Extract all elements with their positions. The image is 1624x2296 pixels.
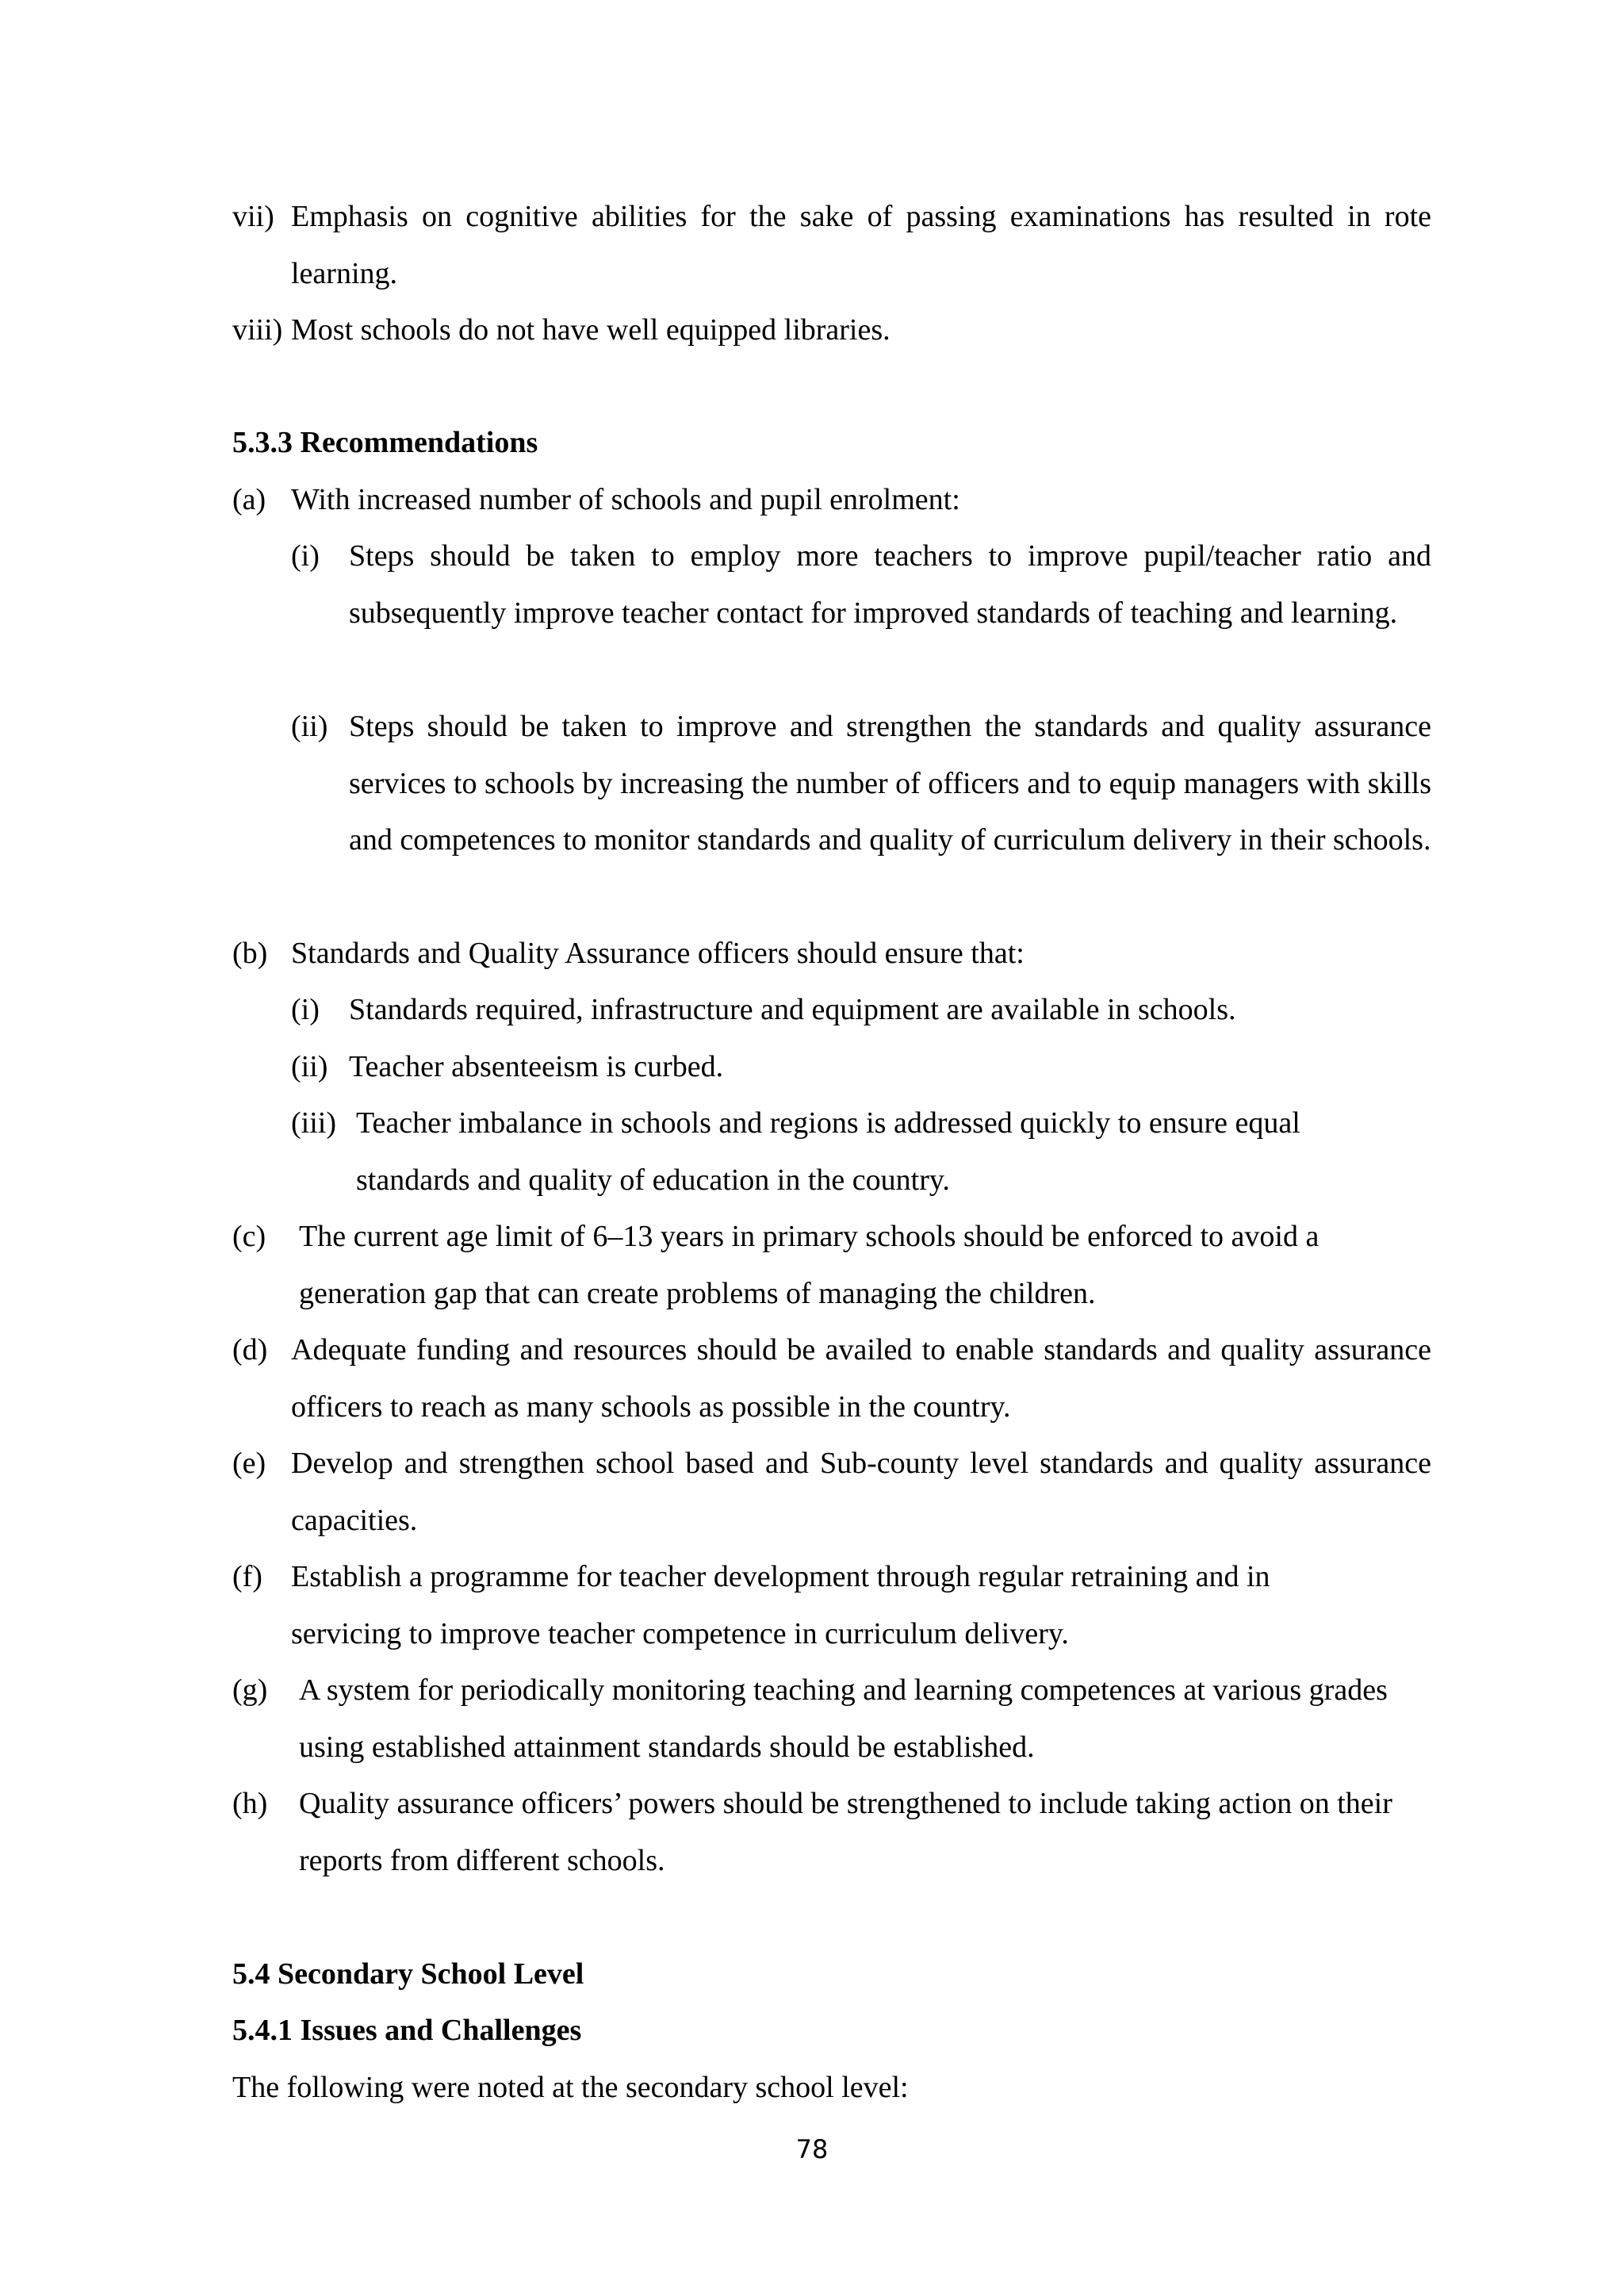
item-label: (ii) bbox=[291, 1050, 328, 1083]
item-label: (b) bbox=[232, 937, 268, 970]
rec-subitem-b-i bbox=[291, 982, 1431, 1039]
item-label: (ii) bbox=[291, 710, 328, 743]
item-label: (d) bbox=[232, 1333, 268, 1366]
item-label: (g) bbox=[232, 1673, 268, 1707]
section-heading-5-3-3: 5.3.3 Recommendations bbox=[232, 426, 538, 459]
list-item-viii bbox=[232, 302, 1431, 359]
item-label: vii) bbox=[232, 200, 274, 233]
rec-item-a bbox=[232, 472, 1431, 529]
rec-item-e bbox=[232, 1435, 1431, 1549]
rec-subitem-b-iii bbox=[291, 1095, 1393, 1209]
item-text: A system for periodically monitoring teaching and learning competences at various grades using established attainment standards should be established. bbox=[299, 1673, 1388, 1764]
item-text: Steps should be taken to improve and strengthen the standards and quality assurance services to schools by increasing the number of officers and to equip managers with skills and competences to monitor standards and quality of curriculum delivery in their schools. bbox=[349, 710, 1431, 857]
item-label: (f) bbox=[232, 1560, 262, 1593]
rec-item-c bbox=[232, 1209, 1431, 1322]
item-text: Most schools do not have well equipped libraries. bbox=[291, 313, 891, 347]
rec-subitem-a-ii bbox=[291, 699, 1431, 869]
section-intro-text: The following were noted at the secondary school level: bbox=[232, 2071, 909, 2104]
item-text: The current age limit of 6–13 years in primary schools should be enforced to avoid a generation gap that can create problems of managing the children. bbox=[299, 1220, 1320, 1310]
item-label: viii) bbox=[232, 313, 283, 347]
rec-item-b bbox=[232, 926, 1431, 983]
rec-subitem-b-ii bbox=[291, 1039, 1431, 1096]
item-label: (c) bbox=[232, 1220, 266, 1253]
rec-item-h bbox=[232, 1776, 1431, 1889]
rec-item-f bbox=[232, 1549, 1431, 1662]
rec-item-d bbox=[232, 1322, 1431, 1435]
item-text: Develop and strengthen school based and Sub-county level standards and quality assurance capacities. bbox=[291, 1447, 1431, 1537]
item-text: Teacher absenteeism is curbed. bbox=[349, 1050, 724, 1083]
item-text: Standards and Quality Assurance officers should ensure that: bbox=[291, 937, 1025, 970]
rec-item-g bbox=[232, 1662, 1431, 1776]
item-text: Quality assurance officers’ powers should be strengthened to include taking action on their reports from different schools. bbox=[299, 1787, 1392, 1877]
item-text: Standards required, infrastructure and equipment are available in schools. bbox=[349, 993, 1236, 1026]
section-heading-5-4: 5.4 Secondary School Level bbox=[232, 1957, 584, 1991]
item-text: Adequate funding and resources should be availed to enable standards and quality assurance officers to reach as many schools as possible in the country. bbox=[291, 1333, 1431, 1424]
item-label: (h) bbox=[232, 1787, 268, 1820]
item-label: (e) bbox=[232, 1447, 266, 1480]
rec-subitem-a-i bbox=[291, 528, 1431, 642]
item-text: With increased number of schools and pupil enrolment: bbox=[291, 483, 960, 516]
item-label: (i) bbox=[291, 993, 320, 1026]
item-text: Establish a programme for teacher development through regular retraining and in servicing to improve teacher competence in curriculum delivery. bbox=[291, 1560, 1270, 1650]
item-label: (i) bbox=[291, 539, 320, 573]
item-text: Emphasis on cognitive abilities for the sake of passing examinations has resulted in rote learning. bbox=[291, 200, 1431, 290]
item-label: (iii) bbox=[291, 1106, 336, 1140]
item-text: Teacher imbalance in schools and regions is addressed quickly to ensure equal standards and quality of education in the country. bbox=[356, 1106, 1300, 1197]
section-heading-5-4-1: 5.4.1 Issues and Challenges bbox=[232, 2014, 582, 2047]
list-item-vii bbox=[232, 189, 1431, 302]
item-label: (a) bbox=[232, 483, 266, 516]
item-text: Steps should be taken to employ more teachers to improve pupil/teacher ratio and subsequently improve teacher contact for improved standards of teaching and learning. bbox=[349, 539, 1431, 630]
page-number: 78 bbox=[795, 2134, 829, 2164]
